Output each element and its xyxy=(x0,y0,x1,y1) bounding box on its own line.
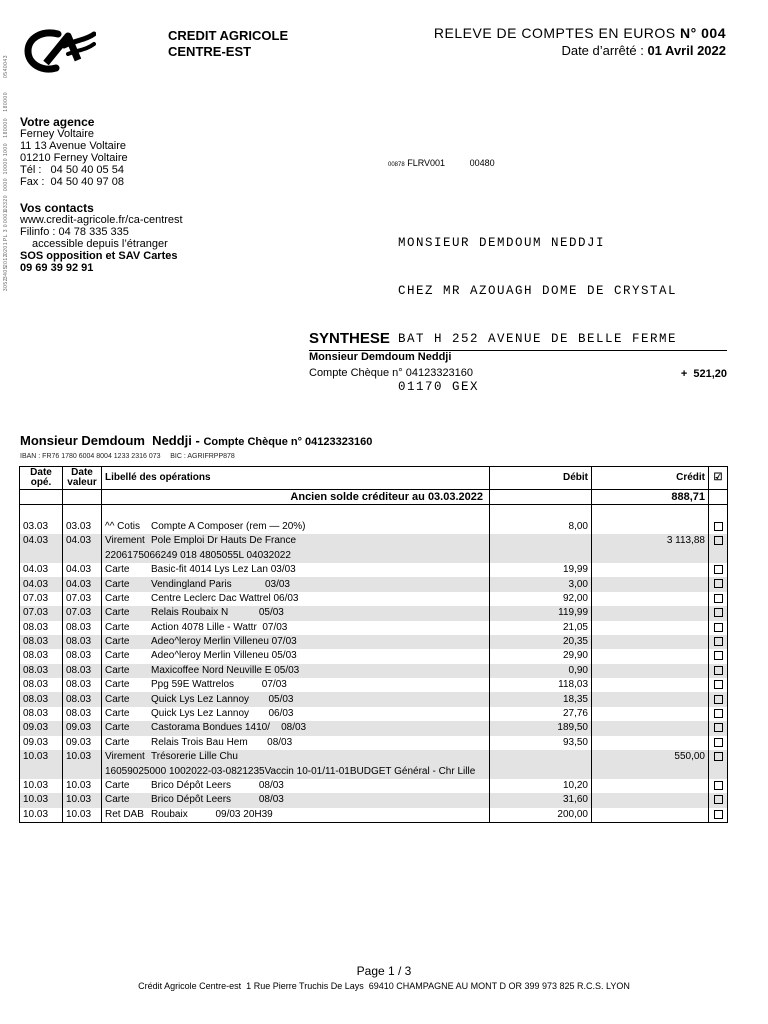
operation-description: Vendingland Paris 03/03 xyxy=(151,578,290,590)
contacts-website[interactable]: www.credit-agricole.fr/ca-centrest xyxy=(20,214,183,226)
operation-type: ^^ Cotis xyxy=(105,520,140,532)
cell-check xyxy=(709,664,728,678)
side-code: 1000 xyxy=(3,143,9,157)
cell-date-value xyxy=(63,549,102,563)
checkbox[interactable] xyxy=(714,565,723,574)
table-row xyxy=(20,577,728,591)
cell-check xyxy=(709,692,728,706)
statement-date xyxy=(561,43,726,58)
cell-debit: 29,90 xyxy=(490,649,592,663)
operation-description: Centre Leclerc Dac Wattrel 06/03 xyxy=(151,592,299,604)
synthese-account: Compte Chèque n° 04123323160 xyxy=(309,367,474,379)
cell-date-value: 08.03 xyxy=(63,664,102,678)
cell-date-op: 03.03 xyxy=(20,520,63,534)
cell-credit xyxy=(592,678,709,692)
operation-description: Trésorerie Lille Chu xyxy=(151,751,238,763)
cell-debit: 8,00 xyxy=(490,520,592,534)
side-code: 3405 xyxy=(3,266,9,280)
cell-credit xyxy=(592,549,709,563)
cell-date-value: 09.03 xyxy=(63,721,102,735)
account-title xyxy=(20,433,372,448)
cell-label xyxy=(102,534,490,548)
side-code: PL xyxy=(3,234,9,242)
operation-description: Relais Roubaix N 05/03 xyxy=(151,607,284,619)
side-code: 03320 xyxy=(3,195,9,212)
cell-label xyxy=(102,577,490,591)
cell-label xyxy=(102,520,490,534)
contacts-heading: Vos contacts xyxy=(20,201,94,215)
cell-debit: 92,00 xyxy=(490,592,592,606)
operation-type: Virement xyxy=(105,751,145,763)
cell-date-op: 07.03 xyxy=(20,592,63,606)
table-row xyxy=(20,534,728,548)
operation-type: Carte xyxy=(105,564,130,576)
cell-debit xyxy=(490,534,592,548)
cell-date-value: 07.03 xyxy=(63,606,102,620)
side-code: 2012 xyxy=(3,254,9,268)
cell-check xyxy=(709,764,728,778)
header-credit: Crédit xyxy=(592,467,709,490)
agency-line: 11 13 Avenue Voltaire xyxy=(20,140,127,152)
cell-debit: 3,00 xyxy=(490,577,592,591)
operation-description: 16059025000 1002022-03-0821235Vaccin 10-01/11-01BUDGET Général - Chr Lille xyxy=(105,766,476,778)
cell-label xyxy=(102,707,490,721)
cell-credit xyxy=(592,721,709,735)
synthese-title: SYNTHESE xyxy=(309,330,390,347)
agency-block xyxy=(20,116,128,188)
cell-label xyxy=(102,563,490,577)
cell-credit: 3 113,88 xyxy=(592,534,709,548)
checkbox[interactable] xyxy=(714,637,723,646)
contacts-block xyxy=(20,202,183,274)
cell-debit: 18,35 xyxy=(490,692,592,706)
checkbox[interactable] xyxy=(714,680,723,689)
cell-date-op: 09.03 xyxy=(20,721,63,735)
side-code: 0201 xyxy=(3,242,9,256)
bank-name xyxy=(168,28,288,60)
cell-debit: 118,03 xyxy=(490,678,592,692)
statement-date-label: Date d’arrêté : xyxy=(561,43,644,58)
cell-date-op: 08.03 xyxy=(20,707,63,721)
agency-heading: Votre agence xyxy=(20,115,95,129)
cell-check xyxy=(709,736,728,750)
checkbox[interactable] xyxy=(714,666,723,675)
cell-debit xyxy=(490,549,592,563)
cell-check xyxy=(709,621,728,635)
cell-date-op: 08.03 xyxy=(20,649,63,663)
checkbox[interactable] xyxy=(714,738,723,747)
operation-type: Carte xyxy=(105,708,130,720)
cell-date-value: 10.03 xyxy=(63,808,102,823)
cell-debit: 31,60 xyxy=(490,793,592,807)
statement-date-value: 01 Avril 2022 xyxy=(647,43,726,58)
cell-label xyxy=(102,721,490,735)
cell-check xyxy=(709,534,728,548)
checkbox[interactable] xyxy=(714,723,723,732)
cell-check xyxy=(709,577,728,591)
cell-date-value: 04.03 xyxy=(63,534,102,548)
operation-description: Basic-fit 4014 Lys Lez Lan 03/03 xyxy=(151,564,296,576)
statement-title-text: RELEVE DE COMPTES EN EUROS xyxy=(433,25,676,41)
operation-description: Brico Dépôt Leers 08/03 xyxy=(151,794,284,806)
cell-check xyxy=(709,707,728,721)
side-code: 0001 xyxy=(3,210,9,224)
operation-description: Adeo^leroy Merlin Villeneu 05/03 xyxy=(151,650,297,662)
cell-date-value: 03.03 xyxy=(63,520,102,534)
cell-check xyxy=(709,808,728,823)
operation-type: Carte xyxy=(105,664,130,676)
cell-debit: 93,50 xyxy=(490,736,592,750)
agency-line: 01210 Ferney Voltaire xyxy=(20,152,128,164)
operation-type: Carte xyxy=(105,650,130,662)
checkbox[interactable] xyxy=(714,608,723,617)
cell-credit xyxy=(592,577,709,591)
cell-check xyxy=(709,520,728,534)
cell-label xyxy=(102,606,490,620)
cell-date-value: 10.03 xyxy=(63,750,102,764)
table-row xyxy=(20,808,728,823)
old-balance-label: Ancien solde créditeur au 03.03.2022 xyxy=(102,490,490,505)
cell-label xyxy=(102,649,490,663)
table-row xyxy=(20,793,728,807)
table-row xyxy=(20,606,728,620)
cell-credit xyxy=(592,635,709,649)
synthese-holder: Monsieur Demdoum Neddji xyxy=(309,351,452,363)
cell-credit xyxy=(592,664,709,678)
cell-date-value: 08.03 xyxy=(63,649,102,663)
header-date-value: Date valeur xyxy=(63,467,102,490)
side-code: 180000 xyxy=(3,92,9,112)
cell-label xyxy=(102,736,490,750)
cell-credit xyxy=(592,793,709,807)
routing-code-text: FLRV001 xyxy=(407,158,446,168)
cell-debit: 10,20 xyxy=(490,779,592,793)
cell-label xyxy=(102,692,490,706)
side-code: 10000 xyxy=(3,158,9,175)
table-row xyxy=(20,678,728,692)
checkbox[interactable] xyxy=(714,709,723,718)
cell-label xyxy=(102,779,490,793)
cell-date-value: 10.03 xyxy=(63,793,102,807)
operation-type: Carte xyxy=(105,722,130,734)
address-line: BAT H 252 AVENUE DE BELLE FERME xyxy=(398,332,678,346)
operation-type: Carte xyxy=(105,636,130,648)
cell-date-op: 08.03 xyxy=(20,678,63,692)
operation-description: 2206175066249 018 4805055L 04032022 xyxy=(105,549,291,561)
header-label: Libellé des opérations xyxy=(102,467,490,490)
operation-description: Brico Dépôt Leers 08/03 xyxy=(151,780,284,791)
side-code: 0540043 xyxy=(3,55,9,78)
cell-date-value: 04.03 xyxy=(63,563,102,577)
cell-label xyxy=(102,549,490,563)
operation-description: Relais Trois Bau Hem 08/03 xyxy=(151,736,293,748)
table-row xyxy=(20,592,728,606)
statement-number: N° 004 xyxy=(680,25,726,41)
routing-code xyxy=(388,158,495,168)
operation-type: Carte xyxy=(105,592,130,604)
cell-date-value: 08.03 xyxy=(63,692,102,706)
checkbox[interactable] xyxy=(714,651,723,660)
cell-date-op xyxy=(20,549,63,563)
table-row xyxy=(20,635,728,649)
table-row xyxy=(20,779,728,793)
table-row xyxy=(20,621,728,635)
operation-description: Quick Lys Lez Lannoy 05/03 xyxy=(151,693,294,705)
address-line: MONSIEUR DEMDOUM NEDDJI xyxy=(398,236,606,250)
cell-date-value: 10.03 xyxy=(63,779,102,793)
operations-table xyxy=(19,466,728,823)
cell-date-value: 08.03 xyxy=(63,678,102,692)
cell-check xyxy=(709,678,728,692)
cell-date-op: 09.03 xyxy=(20,736,63,750)
agency-line: Ferney Voltaire xyxy=(20,128,94,140)
operation-description: Ppg 59E Wattrelos 07/03 xyxy=(151,679,287,691)
cell-check xyxy=(709,721,728,735)
operation-description: Action 4078 Lille - Wattr 07/03 xyxy=(151,621,288,633)
checkbox[interactable] xyxy=(714,522,723,531)
table-row-continuation xyxy=(20,549,728,563)
cell-date-value: 08.03 xyxy=(63,707,102,721)
operation-description: Castorama Bondues 1410/ 08/03 xyxy=(151,722,307,734)
checkbox[interactable] xyxy=(714,695,723,704)
footer-legal: Crédit Agricole Centre-est 1 Rue Pierre Truchis De Lays 69410 CHAMPAGNE AU MONT D OR 399 973 825 R.C.S. LYON xyxy=(138,981,630,991)
operation-type: Carte xyxy=(105,621,130,633)
cell-debit: 21,05 xyxy=(490,621,592,635)
side-code: 0 xyxy=(3,224,9,228)
contacts-sos: SOS opposition et SAV Cartes xyxy=(20,250,178,262)
cell-debit: 27,76 xyxy=(490,707,592,721)
table-row xyxy=(20,721,728,735)
operation-description: Compte A Composer (rem — 20%) xyxy=(151,520,306,532)
cell-credit xyxy=(592,808,709,823)
side-code: 180000 xyxy=(3,118,9,138)
side-code: 3052 xyxy=(3,278,9,292)
cell-date-op: 10.03 xyxy=(20,808,63,823)
cell-credit xyxy=(592,606,709,620)
checkbox[interactable] xyxy=(714,795,723,804)
header-debit: Débit xyxy=(490,467,592,490)
cell-label xyxy=(102,678,490,692)
operation-description: Roubaix 09/03 20H39 xyxy=(151,808,273,820)
cell-date-value: 08.03 xyxy=(63,621,102,635)
cell-label xyxy=(102,750,490,764)
iban-line: IBAN : FR76 1780 6004 8004 1233 2316 073 BIC : AGRIFRPP878 xyxy=(20,453,235,460)
side-code: 3 xyxy=(3,229,9,233)
statement-title xyxy=(434,25,726,41)
cell-label xyxy=(102,635,490,649)
cell-check xyxy=(709,779,728,793)
table-row xyxy=(20,707,728,721)
cell-credit xyxy=(592,779,709,793)
cell-check xyxy=(709,592,728,606)
operation-type: Carte xyxy=(105,794,130,806)
account-holder: Monsieur Demdoum Neddji - xyxy=(20,433,200,448)
table-row xyxy=(20,649,728,663)
side-code: 0000 xyxy=(3,178,9,192)
cell-debit: 0,90 xyxy=(490,664,592,678)
table-row xyxy=(20,692,728,706)
old-balance-amount: 888,71 xyxy=(592,490,709,505)
cell-check xyxy=(709,563,728,577)
cell-debit: 189,50 xyxy=(490,721,592,735)
cell-credit xyxy=(592,707,709,721)
bank-name-line2: CENTRE-EST xyxy=(168,44,252,59)
cell-date-op: 04.03 xyxy=(20,534,63,548)
table-row xyxy=(20,520,728,534)
bank-name-line1: CREDIT AGRICOLE xyxy=(168,28,289,43)
cell-debit: 20,35 xyxy=(490,635,592,649)
cell-credit xyxy=(592,764,709,778)
cell-date-op xyxy=(20,764,63,778)
table-row xyxy=(20,563,728,577)
operation-type: Carte xyxy=(105,607,130,619)
credit-agricole-logo xyxy=(24,28,96,74)
operation-type: Carte xyxy=(105,736,130,748)
cell-debit: 200,00 xyxy=(490,808,592,823)
cell-credit xyxy=(592,592,709,606)
agency-phone: Tél : 04 50 40 05 54 xyxy=(20,164,124,176)
contacts-abroad: accessible depuis l’étranger xyxy=(32,238,168,250)
operation-type: Carte xyxy=(105,578,130,590)
checkbox[interactable] xyxy=(714,623,723,632)
operation-type: Carte xyxy=(105,679,130,691)
cell-credit xyxy=(592,563,709,577)
cell-check xyxy=(709,606,728,620)
table-row-continuation xyxy=(20,764,728,778)
operation-type: Carte xyxy=(105,780,130,791)
operation-type: Carte xyxy=(105,693,130,705)
cell-label xyxy=(102,793,490,807)
cell-debit: 119,99 xyxy=(490,606,592,620)
cell-date-op: 08.03 xyxy=(20,635,63,649)
cell-date-op: 08.03 xyxy=(20,664,63,678)
cell-date-value: 08.03 xyxy=(63,635,102,649)
cell-label xyxy=(102,621,490,635)
operation-description: Adeo^leroy Merlin Villeneu 07/03 xyxy=(151,636,297,648)
routing-number: 00480 xyxy=(469,158,495,168)
operation-type: Virement xyxy=(105,535,145,547)
cell-label xyxy=(102,764,490,778)
cell-label xyxy=(102,592,490,606)
synthese-balance: + 521,20 xyxy=(680,368,727,380)
cell-date-op: 10.03 xyxy=(20,779,63,793)
checkbox[interactable] xyxy=(714,781,723,790)
cell-date-value: 07.03 xyxy=(63,592,102,606)
address-line: CHEZ MR AZOUAGH DOME DE CRYSTAL xyxy=(398,284,678,298)
contacts-sos-phone: 09 69 39 92 91 xyxy=(20,262,94,274)
cell-date-op: 10.03 xyxy=(20,793,63,807)
cell-date-value: 09.03 xyxy=(63,736,102,750)
cell-credit xyxy=(592,692,709,706)
account-number: Compte Chèque n° 04123323160 xyxy=(203,436,373,448)
checkbox[interactable] xyxy=(714,536,723,545)
header-date-op: Date opé. xyxy=(20,467,63,490)
operation-description: Quick Lys Lez Lannoy 06/03 xyxy=(151,708,294,720)
table-row xyxy=(20,750,728,764)
cell-check xyxy=(709,649,728,663)
cell-label xyxy=(102,808,490,823)
contacts-filinfo: Filinfo : 04 78 335 335 xyxy=(20,226,129,238)
header-check: ☑ xyxy=(709,467,728,490)
routing-small: 00878 xyxy=(388,162,405,168)
cell-check xyxy=(709,635,728,649)
cell-credit xyxy=(592,520,709,534)
cell-date-op: 08.03 xyxy=(20,621,63,635)
table-row xyxy=(20,664,728,678)
table-row xyxy=(20,736,728,750)
cell-date-op: 07.03 xyxy=(20,606,63,620)
recipient-address xyxy=(398,203,677,411)
cell-credit: 550,00 xyxy=(592,750,709,764)
cell-label xyxy=(102,664,490,678)
cell-check xyxy=(709,750,728,764)
operation-description: Pole Emploi Dr Hauts De France xyxy=(151,535,297,547)
address-line: 01170 GEX xyxy=(398,380,480,394)
cell-date-op: 04.03 xyxy=(20,563,63,577)
cell-debit: 19,99 xyxy=(490,563,592,577)
operation-type: Ret DAB xyxy=(105,808,144,820)
checkbox[interactable] xyxy=(714,810,723,819)
page-number: Page 1 / 3 xyxy=(356,964,412,978)
old-balance-row xyxy=(20,490,728,505)
cell-credit xyxy=(592,621,709,635)
agency-fax: Fax : 04 50 40 97 08 xyxy=(20,176,124,188)
cell-debit xyxy=(490,750,592,764)
cell-date-value: 04.03 xyxy=(63,577,102,591)
cell-date-op: 10.03 xyxy=(20,750,63,764)
cell-debit xyxy=(490,764,592,778)
cell-check xyxy=(709,549,728,563)
cell-credit xyxy=(592,736,709,750)
cell-credit xyxy=(592,649,709,663)
cell-date-op: 08.03 xyxy=(20,692,63,706)
checkbox[interactable] xyxy=(714,579,723,588)
cell-check xyxy=(709,793,728,807)
operation-description: Maxicoffee Nord Neuville E 05/03 xyxy=(151,664,300,676)
cell-date-value xyxy=(63,764,102,778)
checkbox[interactable] xyxy=(714,594,723,603)
cell-date-op: 04.03 xyxy=(20,577,63,591)
checkbox[interactable] xyxy=(714,752,723,761)
